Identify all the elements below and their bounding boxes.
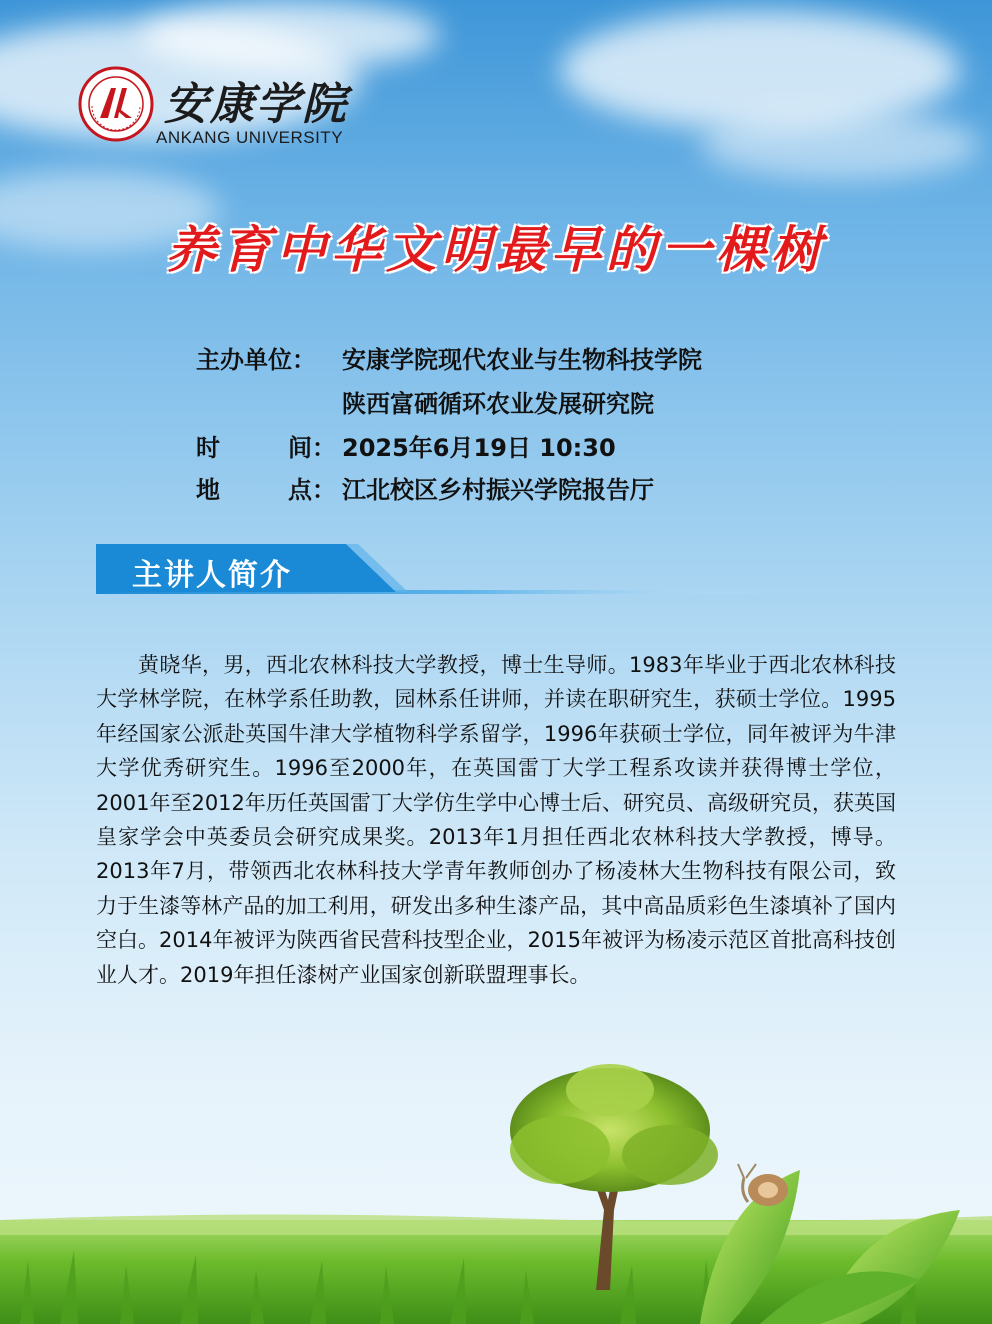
host-label: 主办单位： (196, 346, 316, 374)
cloud (700, 110, 980, 180)
place-value: 江北校区乡村振兴学院报告厅 (342, 476, 654, 504)
cloud (140, 0, 440, 70)
section-title: 主讲人简介 (132, 558, 292, 593)
host-row (196, 340, 702, 375)
university-seal-icon (78, 66, 154, 142)
time-row (196, 428, 616, 463)
university-name-cn: 安康学院 (164, 79, 348, 130)
university-name-en: ANKANG UNIVERSITY (156, 128, 344, 147)
section-header (96, 544, 776, 596)
time-value: 2025年6月19日 10:30 (342, 434, 616, 462)
university-logo (78, 66, 378, 156)
poster-title: 养育中华文明最早的一棵树 (166, 221, 826, 279)
place-label: 地 点： (196, 476, 336, 504)
grass-landscape (0, 1060, 992, 1324)
host-line1: 安康学院现代农业与生物科技学院 (342, 346, 702, 374)
place-row (196, 470, 654, 505)
cloud (560, 10, 960, 130)
speaker-bio: 黄晓华，男，西北农林科技大学教授，博士生导师。1983年毕业于西北农林科技大学林学院，在林学系任助教，园林系任讲师，并读在职研究生，获硕士学位。1995年经国家公派赴英国牛津大学植物科学系留学，1996年获硕士学位，同年被评为牛津大学优秀研究生。1996至2000年，在英国雷丁大学工程系攻读并获得博士学位，2001年至2012年历任英国雷丁大学仿生学中心博士后、研究员、高级研究员，获英国皇家学会中英委员会研究成果奖。2013年1月担任西北农林科技大学教授，博导。2013年7月，带领西北农林科技大学青年教师创办了杨凌林大生物科技有限公司，致力于生漆等林产品的加工利用，研发出多种生漆产品，其中高品质彩色生漆填补了国内空白。2014年被评为陕西省民营科技型企业，2015年被评为杨凌示范区首批高科技创业人才。2019年担任漆树产业国家创新联盟理事长。 (96, 653, 896, 987)
host-row-2 (196, 384, 654, 419)
time-label: 时 间： (196, 434, 336, 462)
host-line2: 陕西富硒循环农业发展研究院 (342, 390, 654, 418)
snail-icon (738, 1164, 788, 1206)
